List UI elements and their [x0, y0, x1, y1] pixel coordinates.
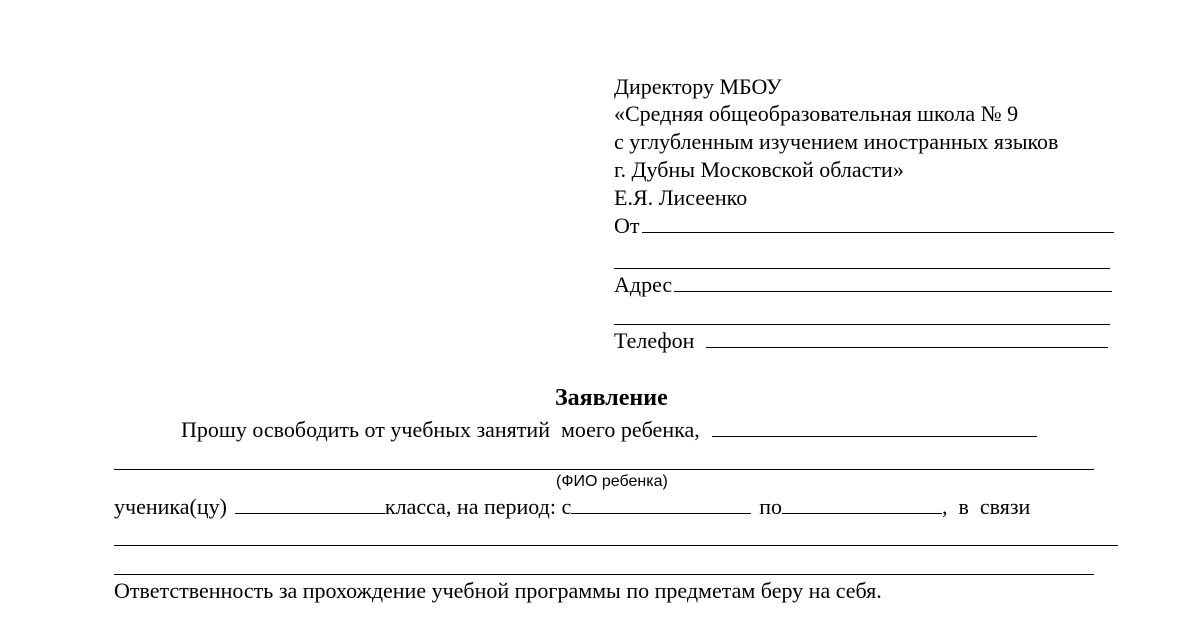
- responsibility-text: Ответственность за прохождение учебной программы по предметам беру на себя.: [114, 578, 882, 603]
- recipient-line-3: с углубленным изучением иностранных языков: [614, 129, 1059, 154]
- from-field[interactable]: [614, 213, 1114, 239]
- from-label: От: [614, 213, 640, 238]
- address-field[interactable]: [614, 272, 1112, 298]
- child-name-blank[interactable]: [712, 418, 1037, 437]
- address-blank[interactable]: [674, 273, 1112, 292]
- request-text: Прошу освободить от учебных занятий моего ребенка,: [181, 417, 700, 442]
- student-class-blank[interactable]: [235, 495, 385, 514]
- recipient-line-5: Е.Я. Лисеенко: [614, 185, 748, 210]
- period-start-blank[interactable]: [571, 495, 751, 514]
- class-label: класса, на период: с: [384, 494, 572, 519]
- to-label: по: [759, 494, 782, 519]
- reason-blank-line-2[interactable]: [114, 574, 1094, 575]
- child-name-caption: (ФИО ребенка): [556, 473, 668, 490]
- recipient-line-1: Директору МБОУ: [614, 74, 782, 99]
- address-blank-line-2[interactable]: [614, 324, 1110, 325]
- reason-blank-line-1[interactable]: [114, 545, 1118, 546]
- recipient-line-4: г. Дубны Московской области»: [614, 157, 904, 182]
- period-end-blank[interactable]: [782, 495, 942, 514]
- document-title: Заявление: [555, 385, 668, 411]
- child-name-blank-line-2[interactable]: [114, 469, 1094, 470]
- phone-label: Телефон: [614, 328, 695, 353]
- address-label: Адрес: [614, 272, 673, 297]
- reason-label: , в связи: [941, 494, 1031, 519]
- request-row: [181, 417, 1037, 443]
- recipient-line-2: «Средняя общеобразовательная школа № 9: [614, 101, 1019, 126]
- student-label: ученика(цу): [114, 494, 227, 519]
- from-blank-line-2[interactable]: [614, 268, 1110, 269]
- from-blank[interactable]: [642, 214, 1114, 233]
- period-row: [114, 494, 1030, 520]
- phone-field[interactable]: [614, 328, 1108, 354]
- phone-blank[interactable]: [706, 329, 1108, 348]
